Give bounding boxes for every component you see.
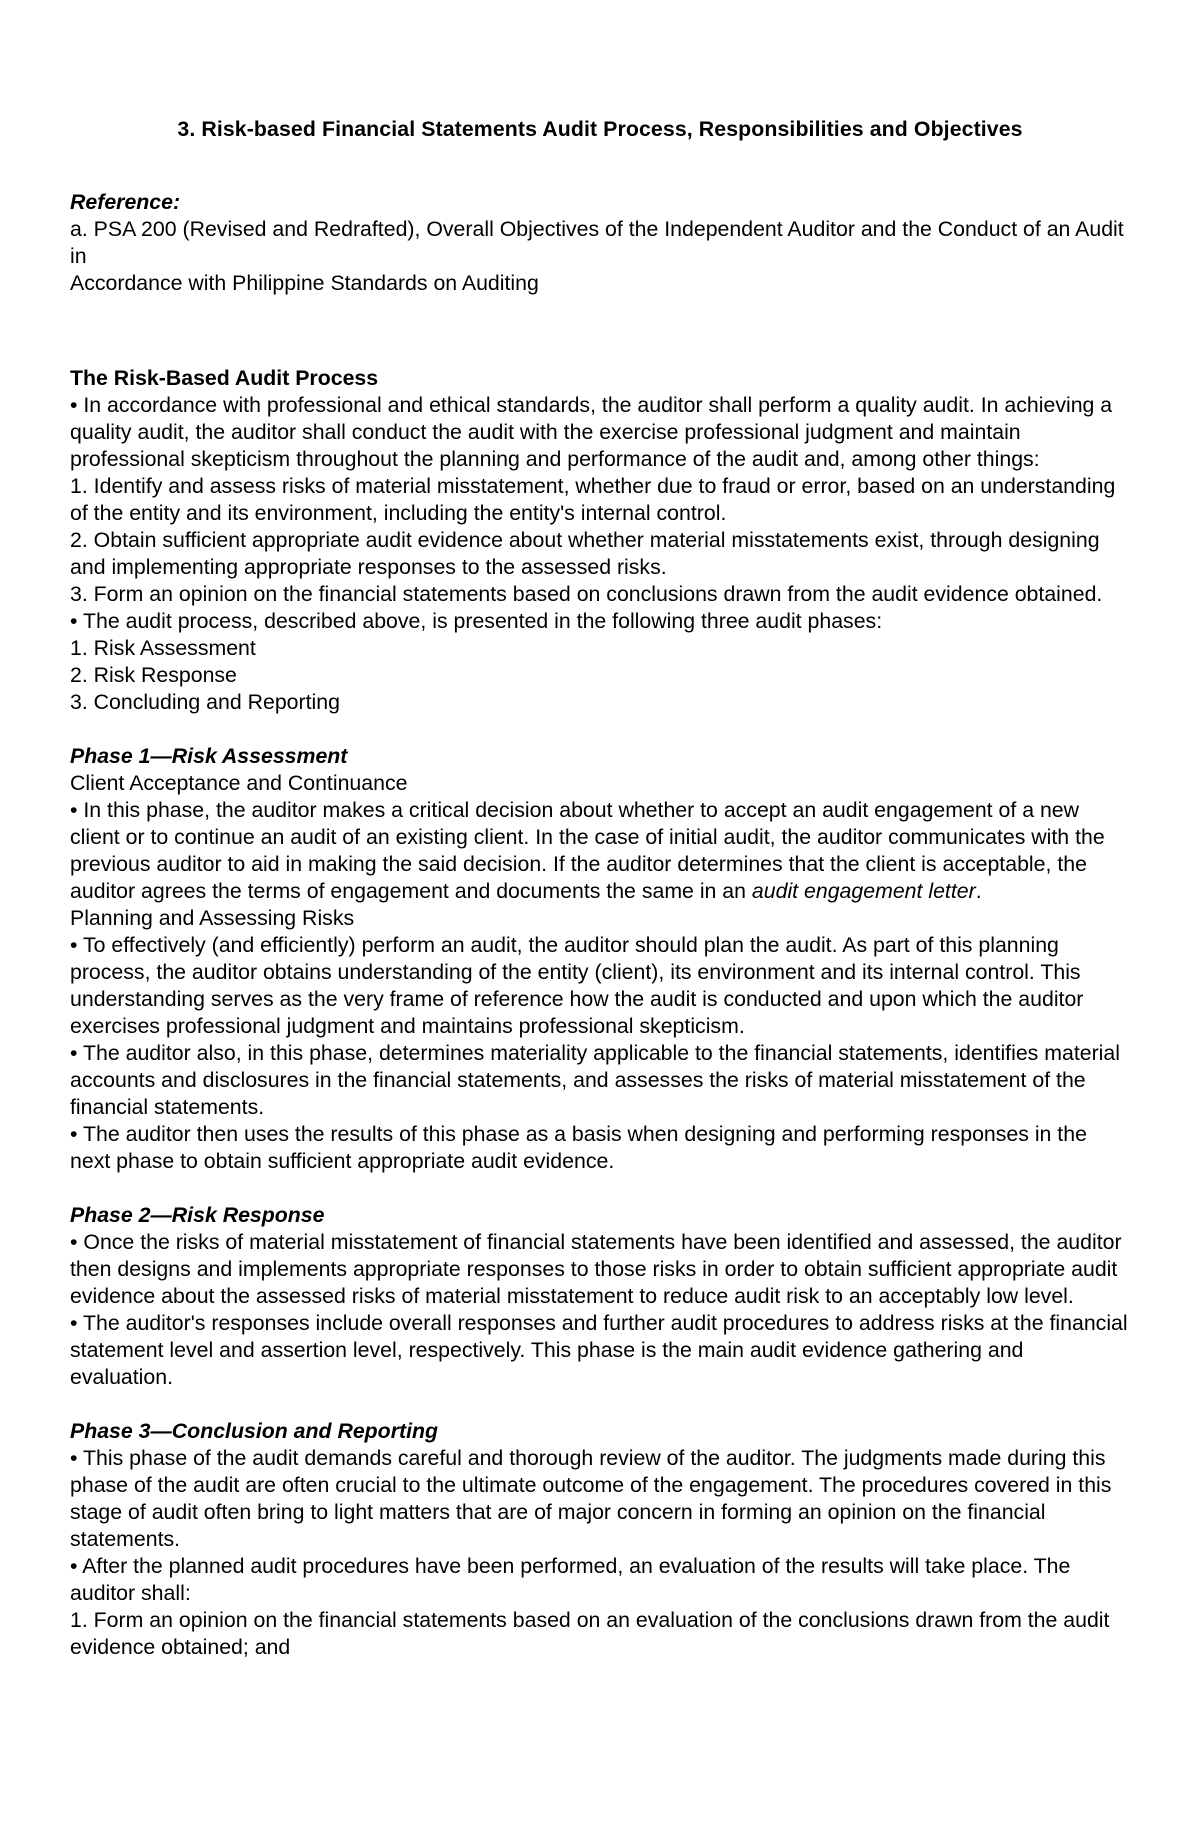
phase-list-item-3: 3. Concluding and Reporting [70, 690, 340, 714]
phase-3-step-1: 1. Form an opinion on the financial statements based on an evaluation of the conclusions drawn from the audit evidence obtained; and [70, 1608, 1110, 1659]
phase-3-bullet-1: • This phase of the audit demands careful and thorough review of the auditor. The judgments made during this phase of the audit are often crucial to the ultimate outcome of the engagement. The procedures covered in this stage of audit often bring to light matters that are of major concern in forming an opinion on the financial statements. [70, 1446, 1112, 1551]
audit-engagement-letter-term: audit engagement letter [751, 879, 976, 903]
reference-item-a-continued: Accordance with Philippine Standards on Auditing [70, 271, 539, 295]
phase-3-bullet-2: • After the planned audit procedures have been performed, an evaluation of the results will take place. The auditor shall: [70, 1554, 1071, 1605]
document-page [70, 116, 1130, 1661]
phase-1-bullet-1 [70, 797, 1130, 905]
phase-1-bullet-3: • The auditor also, in this phase, determines materiality applicable to the financial statements, identifies material accounts and disclosures in the financial statements, and assesses the risks of material misstatement of the financial statements. [70, 1041, 1120, 1119]
phase-2-bullet-2: • The auditor's responses include overall responses and further audit procedures to address risks at the financial statement level and assertion level, respectively. This phase is the main audit evidence gathering and evaluation. [70, 1311, 1128, 1389]
reference-section [70, 189, 1130, 297]
section-heading-phase-3: Phase 3—Conclusion and Reporting [70, 1419, 439, 1443]
spacer [70, 1175, 1130, 1202]
reference-item-a: a. PSA 200 (Revised and Redrafted), Overall Objectives of the Independent Auditor and the Conduct of an Audit in [70, 217, 1124, 268]
process-step-3: 3. Form an opinion on the financial statements based on conclusions drawn from the audit evidence obtained. [70, 582, 1103, 606]
process-bullet-1: • In accordance with professional and ethical standards, the auditor shall perform a quality audit. In achieving a quality audit, the auditor shall conduct the audit with the exercise professional judgment and maintain professional skepticism throughout the planning and performance of the audit and, among other things: [70, 393, 1113, 471]
phase-1-section [70, 743, 1130, 1175]
process-bullet-2: • The audit process, described above, is presented in the following three audit phases: [70, 609, 883, 633]
spacer [70, 716, 1130, 743]
subheading-planning-assessing: Planning and Assessing Risks [70, 906, 355, 930]
phase-1-bullet-2: • To effectively (and efficiently) perform an audit, the auditor should plan the audit. As part of this planning process, the auditor obtains understanding of the entity (client), its environment and its internal control. This understanding serves as the very frame of reference how the audit is conducted and upon which the auditor exercises professional judgment and maintains professional skepticism. [70, 933, 1084, 1038]
phase-3-section [70, 1418, 1130, 1661]
phase-1-bullet-1-text: • In this phase, the auditor makes a critical decision about whether to accept an audit engagement of a new client or to continue an audit of an existing client. In the case of initial audit, the auditor communicates with the previous auditor to aid in making the said decision. If the auditor determines that the client is acceptable, the auditor agrees the terms of engagement and documents the same in an [70, 798, 1105, 903]
process-step-1: 1. Identify and assess risks of material misstatement, whether due to fraud or error, based on an understanding of the entity and its environment, including the entity's internal control. [70, 474, 1116, 525]
phase-list-item-2: 2. Risk Response [70, 663, 237, 687]
phase-2-bullet-1: • Once the risks of material misstatement of financial statements have been identified and assessed, the auditor then designs and implements appropriate responses to those risks in order to obtain sufficient appropriate audit evidence about the assessed risks of material misstatement to reduce audit risk to an acceptably low level. [70, 1230, 1122, 1308]
risk-based-audit-process-section [70, 365, 1130, 716]
subheading-client-acceptance: Client Acceptance and Continuance [70, 771, 408, 795]
spacer [70, 1391, 1130, 1418]
document-title: 3. Risk-based Financial Statements Audit Process, Responsibilities and Objectives [177, 117, 1023, 141]
spacer [70, 297, 1130, 365]
phase-1-bullet-1-end: . [975, 879, 982, 903]
reference-label: Reference: [70, 190, 181, 214]
phase-2-section [70, 1202, 1130, 1391]
phase-1-bullet-4: • The auditor then uses the results of this phase as a basis when designing and performing responses in the next phase to obtain sufficient appropriate audit evidence. [70, 1122, 1087, 1173]
section-heading-phase-1: Phase 1—Risk Assessment [70, 744, 348, 768]
phase-list-item-1: 1. Risk Assessment [70, 636, 256, 660]
section-heading-phase-2: Phase 2—Risk Response [70, 1203, 325, 1227]
section-heading-process: The Risk-Based Audit Process [70, 366, 379, 390]
process-step-2: 2. Obtain sufficient appropriate audit evidence about whether material misstatements exist, through designing and implementing appropriate responses to the assessed risks. [70, 528, 1100, 579]
